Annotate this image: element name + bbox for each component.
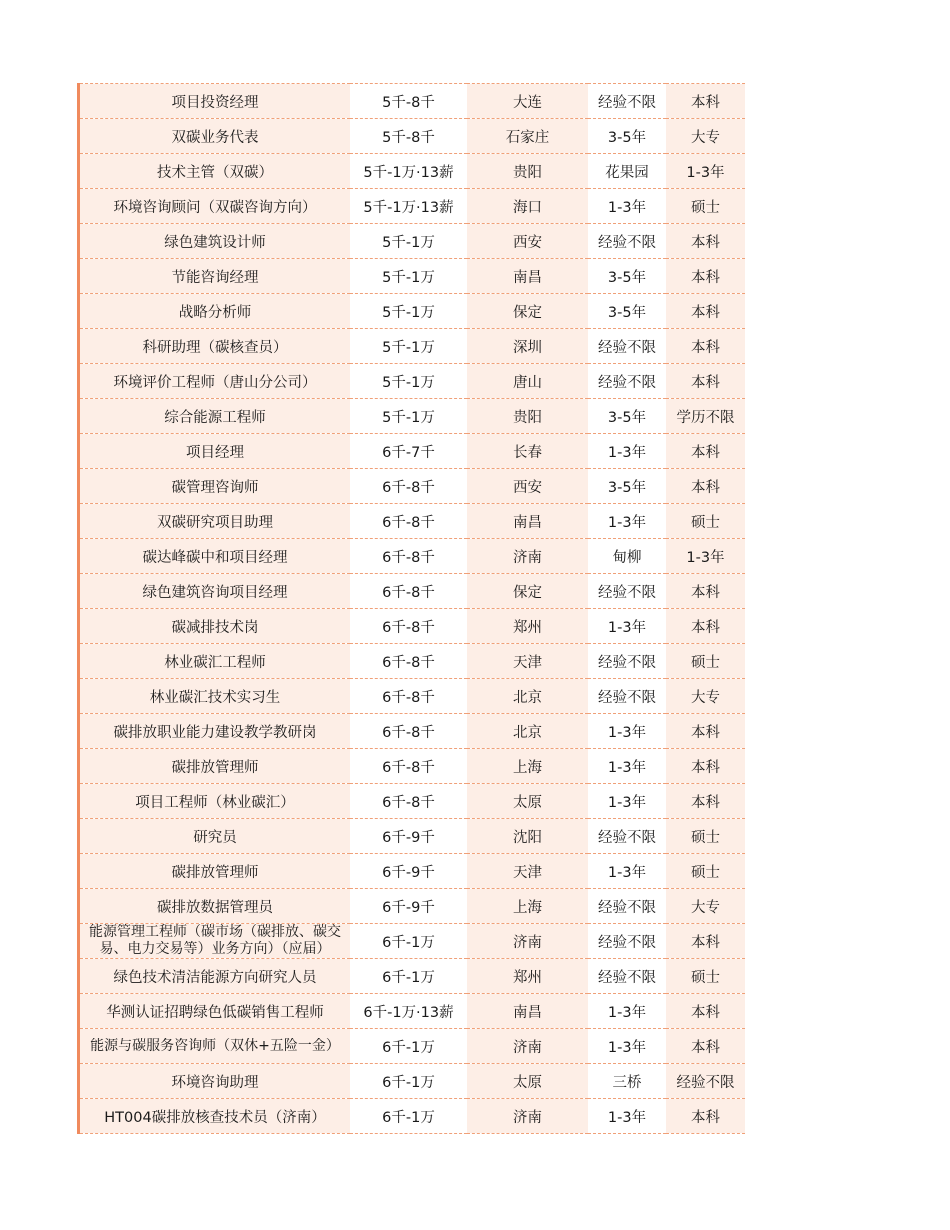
table-row bbox=[80, 399, 745, 434]
city-cell: 济南 bbox=[467, 1029, 588, 1064]
city-cell: 上海 bbox=[467, 889, 588, 924]
table-row bbox=[80, 259, 745, 294]
job-title-cell: 研究员 bbox=[80, 819, 350, 854]
job-title-cell bbox=[80, 924, 350, 959]
education-cell: 硕士 bbox=[666, 854, 745, 889]
city-cell: 济南 bbox=[467, 539, 588, 574]
job-title-cell: 绿色技术清洁能源方向研究人员 bbox=[80, 959, 350, 994]
city-cell: 西安 bbox=[467, 224, 588, 259]
education-cell: 本科 bbox=[666, 294, 745, 329]
job-title-cell: 碳管理咨询师 bbox=[80, 469, 350, 504]
city-cell: 郑州 bbox=[467, 609, 588, 644]
job-title-cell: 林业碳汇工程师 bbox=[80, 644, 350, 679]
salary-cell: 6千-9千 bbox=[350, 819, 467, 854]
education-cell: 本科 bbox=[666, 84, 745, 119]
experience-cell: 三桥 bbox=[588, 1064, 666, 1099]
experience-cell: 1-3年 bbox=[588, 1099, 666, 1134]
salary-cell: 6千-8千 bbox=[350, 539, 467, 574]
table-row bbox=[80, 749, 745, 784]
experience-cell: 经验不限 bbox=[588, 224, 666, 259]
experience-cell: 1-3年 bbox=[588, 189, 666, 224]
experience-cell: 3-5年 bbox=[588, 294, 666, 329]
salary-cell: 6千-8千 bbox=[350, 609, 467, 644]
job-title-cell: 碳排放管理师 bbox=[80, 854, 350, 889]
salary-cell: 5千-1万·13薪 bbox=[350, 189, 467, 224]
job-title-cell: 华测认证招聘绿色低碳销售工程师 bbox=[80, 994, 350, 1029]
job-title-cell: 环境咨询顾问（双碳咨询方向） bbox=[80, 189, 350, 224]
experience-cell: 1-3年 bbox=[588, 854, 666, 889]
salary-cell: 6千-8千 bbox=[350, 469, 467, 504]
table-row bbox=[80, 1064, 745, 1099]
job-title-cell: 碳排放数据管理员 bbox=[80, 889, 350, 924]
education-cell: 经验不限 bbox=[666, 1064, 745, 1099]
education-cell: 本科 bbox=[666, 259, 745, 294]
salary-cell: 6千-1万 bbox=[350, 924, 467, 959]
experience-cell: 经验不限 bbox=[588, 329, 666, 364]
table-row bbox=[80, 539, 745, 574]
salary-cell: 5千-1万 bbox=[350, 364, 467, 399]
experience-cell: 经验不限 bbox=[588, 644, 666, 679]
experience-cell: 1-3年 bbox=[588, 714, 666, 749]
city-cell: 深圳 bbox=[467, 329, 588, 364]
table-row bbox=[80, 504, 745, 539]
city-cell: 太原 bbox=[467, 1064, 588, 1099]
city-cell: 南昌 bbox=[467, 259, 588, 294]
table-row bbox=[80, 84, 745, 119]
salary-cell: 5千-1万 bbox=[350, 259, 467, 294]
education-cell: 1-3年 bbox=[666, 154, 745, 189]
experience-cell: 1-3年 bbox=[588, 434, 666, 469]
education-cell: 硕士 bbox=[666, 644, 745, 679]
experience-cell: 经验不限 bbox=[588, 679, 666, 714]
experience-cell: 花果园 bbox=[588, 154, 666, 189]
table-row bbox=[80, 644, 745, 679]
experience-cell: 经验不限 bbox=[588, 889, 666, 924]
education-cell: 本科 bbox=[666, 609, 745, 644]
table-row bbox=[80, 924, 745, 959]
experience-cell: 经验不限 bbox=[588, 84, 666, 119]
experience-cell: 3-5年 bbox=[588, 119, 666, 154]
experience-cell: 3-5年 bbox=[588, 399, 666, 434]
salary-cell: 5千-1万 bbox=[350, 329, 467, 364]
table-row bbox=[80, 994, 745, 1029]
job-title-cell: 环境咨询助理 bbox=[80, 1064, 350, 1099]
education-cell: 硕士 bbox=[666, 189, 745, 224]
job-table-body bbox=[80, 84, 745, 1134]
job-title-cell: 林业碳汇技术实习生 bbox=[80, 679, 350, 714]
table-row bbox=[80, 679, 745, 714]
education-cell: 本科 bbox=[666, 784, 745, 819]
salary-cell: 6千-1万 bbox=[350, 1064, 467, 1099]
education-cell: 硕士 bbox=[666, 504, 745, 539]
table-row bbox=[80, 329, 745, 364]
city-cell: 西安 bbox=[467, 469, 588, 504]
education-cell: 硕士 bbox=[666, 819, 745, 854]
experience-cell: 经验不限 bbox=[588, 924, 666, 959]
salary-cell: 6千-1万 bbox=[350, 959, 467, 994]
experience-cell: 1-3年 bbox=[588, 1029, 666, 1064]
table-row bbox=[80, 784, 745, 819]
education-cell: 本科 bbox=[666, 1099, 745, 1134]
experience-cell: 1-3年 bbox=[588, 784, 666, 819]
education-cell: 大专 bbox=[666, 119, 745, 154]
city-cell: 大连 bbox=[467, 84, 588, 119]
job-title-cell: 科研助理（碳核查员） bbox=[80, 329, 350, 364]
salary-cell: 5千-1万 bbox=[350, 224, 467, 259]
education-cell: 本科 bbox=[666, 574, 745, 609]
job-title-cell bbox=[80, 1029, 350, 1064]
salary-cell: 6千-1万·13薪 bbox=[350, 994, 467, 1029]
salary-cell: 6千-8千 bbox=[350, 644, 467, 679]
education-cell: 学历不限 bbox=[666, 399, 745, 434]
experience-cell: 经验不限 bbox=[588, 364, 666, 399]
table-row bbox=[80, 854, 745, 889]
salary-cell: 6千-9千 bbox=[350, 854, 467, 889]
table-row bbox=[80, 959, 745, 994]
city-cell: 海口 bbox=[467, 189, 588, 224]
city-cell: 天津 bbox=[467, 644, 588, 679]
salary-cell: 6千-8千 bbox=[350, 714, 467, 749]
table-row bbox=[80, 819, 745, 854]
experience-cell: 3-5年 bbox=[588, 259, 666, 294]
job-title-cell: 项目投资经理 bbox=[80, 84, 350, 119]
job-title-cell: HT004碳排放核查技术员（济南） bbox=[80, 1099, 350, 1134]
job-title-cell: 碳达峰碳中和项目经理 bbox=[80, 539, 350, 574]
table-row bbox=[80, 294, 745, 329]
job-title-cell: 节能咨询经理 bbox=[80, 259, 350, 294]
table-row bbox=[80, 364, 745, 399]
education-cell: 本科 bbox=[666, 364, 745, 399]
education-cell: 本科 bbox=[666, 1029, 745, 1064]
city-cell: 长春 bbox=[467, 434, 588, 469]
city-cell: 贵阳 bbox=[467, 154, 588, 189]
table-row bbox=[80, 119, 745, 154]
table-row bbox=[80, 1099, 745, 1134]
salary-cell: 5千-8千 bbox=[350, 119, 467, 154]
job-title-cell: 绿色建筑咨询项目经理 bbox=[80, 574, 350, 609]
city-cell: 南昌 bbox=[467, 994, 588, 1029]
salary-cell: 6千-9千 bbox=[350, 889, 467, 924]
city-cell: 南昌 bbox=[467, 504, 588, 539]
experience-cell: 经验不限 bbox=[588, 959, 666, 994]
education-cell: 本科 bbox=[666, 714, 745, 749]
city-cell: 石家庄 bbox=[467, 119, 588, 154]
city-cell: 上海 bbox=[467, 749, 588, 784]
job-title-cell: 双碳研究项目助理 bbox=[80, 504, 350, 539]
table-row bbox=[80, 154, 745, 189]
experience-cell: 1-3年 bbox=[588, 749, 666, 784]
salary-cell: 5千-1万 bbox=[350, 294, 467, 329]
job-title-text: 能源与碳服务咨询师（双休+五险一金） bbox=[90, 1037, 340, 1054]
education-cell: 本科 bbox=[666, 749, 745, 784]
salary-cell: 5千-8千 bbox=[350, 84, 467, 119]
job-title-cell: 双碳业务代表 bbox=[80, 119, 350, 154]
salary-cell: 6千-7千 bbox=[350, 434, 467, 469]
experience-cell: 1-3年 bbox=[588, 609, 666, 644]
salary-cell: 5千-1万 bbox=[350, 399, 467, 434]
city-cell: 北京 bbox=[467, 714, 588, 749]
education-cell: 本科 bbox=[666, 924, 745, 959]
education-cell: 大专 bbox=[666, 679, 745, 714]
salary-cell: 6千-8千 bbox=[350, 749, 467, 784]
table-row bbox=[80, 189, 745, 224]
education-cell: 本科 bbox=[666, 994, 745, 1029]
experience-cell: 3-5年 bbox=[588, 469, 666, 504]
education-cell: 1-3年 bbox=[666, 539, 745, 574]
education-cell: 本科 bbox=[666, 224, 745, 259]
job-title-cell: 碳排放职业能力建设教学教研岗 bbox=[80, 714, 350, 749]
job-listing-sheet bbox=[77, 83, 745, 1134]
job-title-cell: 碳排放管理师 bbox=[80, 749, 350, 784]
city-cell: 太原 bbox=[467, 784, 588, 819]
salary-cell: 6千-8千 bbox=[350, 504, 467, 539]
city-cell: 沈阳 bbox=[467, 819, 588, 854]
table-row bbox=[80, 469, 745, 504]
job-title-cell: 项目经理 bbox=[80, 434, 350, 469]
education-cell: 本科 bbox=[666, 434, 745, 469]
education-cell: 大专 bbox=[666, 889, 745, 924]
education-cell: 本科 bbox=[666, 469, 745, 504]
salary-cell: 5千-1万·13薪 bbox=[350, 154, 467, 189]
city-cell: 北京 bbox=[467, 679, 588, 714]
experience-cell: 甸柳 bbox=[588, 539, 666, 574]
city-cell: 唐山 bbox=[467, 364, 588, 399]
city-cell: 保定 bbox=[467, 294, 588, 329]
education-cell: 本科 bbox=[666, 329, 745, 364]
city-cell: 保定 bbox=[467, 574, 588, 609]
job-title-cell: 碳减排技术岗 bbox=[80, 609, 350, 644]
city-cell: 济南 bbox=[467, 924, 588, 959]
salary-cell: 6千-1万 bbox=[350, 1099, 467, 1134]
job-table bbox=[80, 83, 745, 1134]
job-title-cell: 战略分析师 bbox=[80, 294, 350, 329]
salary-cell: 6千-8千 bbox=[350, 574, 467, 609]
salary-cell: 6千-8千 bbox=[350, 679, 467, 714]
job-title-cell: 综合能源工程师 bbox=[80, 399, 350, 434]
table-row bbox=[80, 714, 745, 749]
city-cell: 济南 bbox=[467, 1099, 588, 1134]
city-cell: 天津 bbox=[467, 854, 588, 889]
city-cell: 郑州 bbox=[467, 959, 588, 994]
salary-cell: 6千-1万 bbox=[350, 1029, 467, 1064]
city-cell: 贵阳 bbox=[467, 399, 588, 434]
education-cell: 硕士 bbox=[666, 959, 745, 994]
job-title-cell: 环境评价工程师（唐山分公司） bbox=[80, 364, 350, 399]
experience-cell: 1-3年 bbox=[588, 994, 666, 1029]
experience-cell: 经验不限 bbox=[588, 574, 666, 609]
experience-cell: 1-3年 bbox=[588, 504, 666, 539]
table-row bbox=[80, 434, 745, 469]
table-row bbox=[80, 574, 745, 609]
table-row bbox=[80, 1029, 745, 1064]
job-title-cell: 技术主管（双碳） bbox=[80, 154, 350, 189]
job-title-cell: 项目工程师（林业碳汇） bbox=[80, 784, 350, 819]
job-title-text: 能源管理工程师（碳市场（碳排放、碳交易、电力交易等）业务方向）（应届） bbox=[89, 924, 341, 957]
job-title-cell: 绿色建筑设计师 bbox=[80, 224, 350, 259]
table-row bbox=[80, 609, 745, 644]
table-row bbox=[80, 889, 745, 924]
table-row bbox=[80, 224, 745, 259]
salary-cell: 6千-8千 bbox=[350, 784, 467, 819]
experience-cell: 经验不限 bbox=[588, 819, 666, 854]
